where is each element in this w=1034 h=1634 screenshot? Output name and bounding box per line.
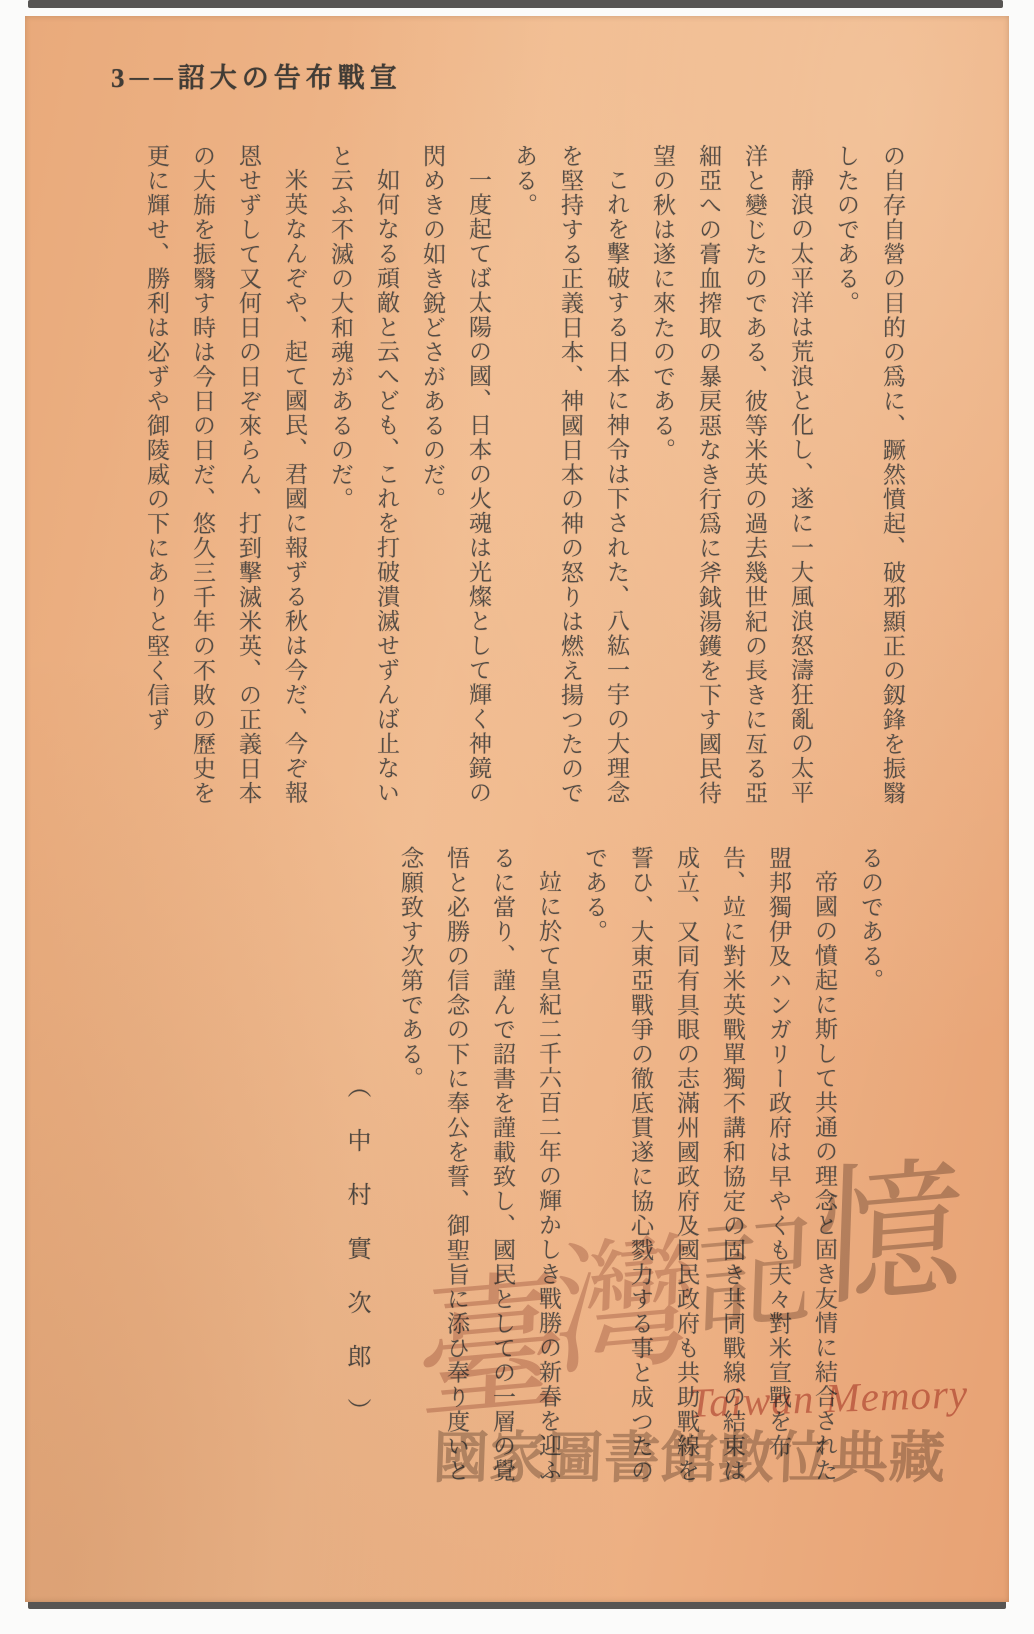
watermark-char: 灣 [550, 1224, 682, 1394]
watermark-char: 記 [693, 1205, 804, 1349]
page-header-title: 3──詔大の告布戰宣 [111, 63, 402, 93]
paragraph: 竝に於て皇紀二千六百二年の輝かしき戰勝の新春を迎ふるに當り、謹んで詔書を謹載致し、國民としての一層の覺悟と必勝の信念の下に奉公を誓、御聖旨に添ひ奉り度いと念願致す次第である。 [398, 846, 561, 1483]
main-text-top-block [91, 144, 915, 806]
watermark-char: 臺 [414, 1260, 553, 1439]
paragraph: るのである。 [858, 846, 883, 993]
scan-edge-top [28, 0, 1003, 8]
paragraph: 一度起てば太陽の國、日本の火魂は光燦として輝く神鏡の閃めきの如き銳どさがあるのだ。 [420, 144, 491, 805]
paragraph: の自存自營の目的の爲に、蹶然憤起、破邪顯正の釼鋒を振翳したのである。 [834, 144, 905, 806]
watermark-char: 憶 [811, 1147, 950, 1326]
watermark-national-library-archive: 國家圖書館數位典藏 [431, 1426, 947, 1489]
paragraph: 米英なんぞや、起て國民、君國に報ずる秋は今だ、今ぞ報恩せずして又何日の日ぞ來らん、打到擊滅米英、の正義日本の大旆を振翳す時は今日の日だ、悠久三千年の不敗の歷史を更に輝せ、勝利は必ずや御陵威の下にありと堅く信ず [144, 144, 307, 806]
paragraph: これを擊破する日本に神令は下された、八紘一宇の大理念を堅持する正義日本、神國日本の神の怒りは燃え揚つたのである。 [512, 144, 629, 806]
document-page [25, 16, 1009, 1602]
paragraph: 帝國の憤起に斯して共通の理念と固き友情に結合された盟邦獨伊及ハンガリー政府は早やくも夫々對米宣戰を布告、竝に對米英戰單獨不講和協定の固き共同戰線の結束は成立、又同有具眼の志滿州國政府及國民政府も共助戰線を誓ひ、大東亞戰爭の徹底貫遂に協心戮力する事と成つたのである。 [582, 846, 837, 1483]
paragraph: 如何なる頑敵と云へども、これを打破潰滅せずんば止ないと云ふ不滅の大和魂があるのだ。 [328, 144, 399, 805]
author-signature: （中村實次郎） [343, 1074, 369, 1452]
paragraph: 靜浪の太平洋は荒浪と化し、遂に一大風浪怒濤狂亂の太平洋と變じたのである、彼等米英の過去幾世紀の長きに亙る亞細亞への膏血搾取の暴戻惡なき行爲に斧鉞湯鑊を下す國民待望の秋は遂に來たのである。 [650, 144, 813, 806]
watermark-taiwan-memory-latin: Taiwan Memory [688, 1370, 969, 1426]
main-text-bottom-block [309, 846, 893, 1498]
